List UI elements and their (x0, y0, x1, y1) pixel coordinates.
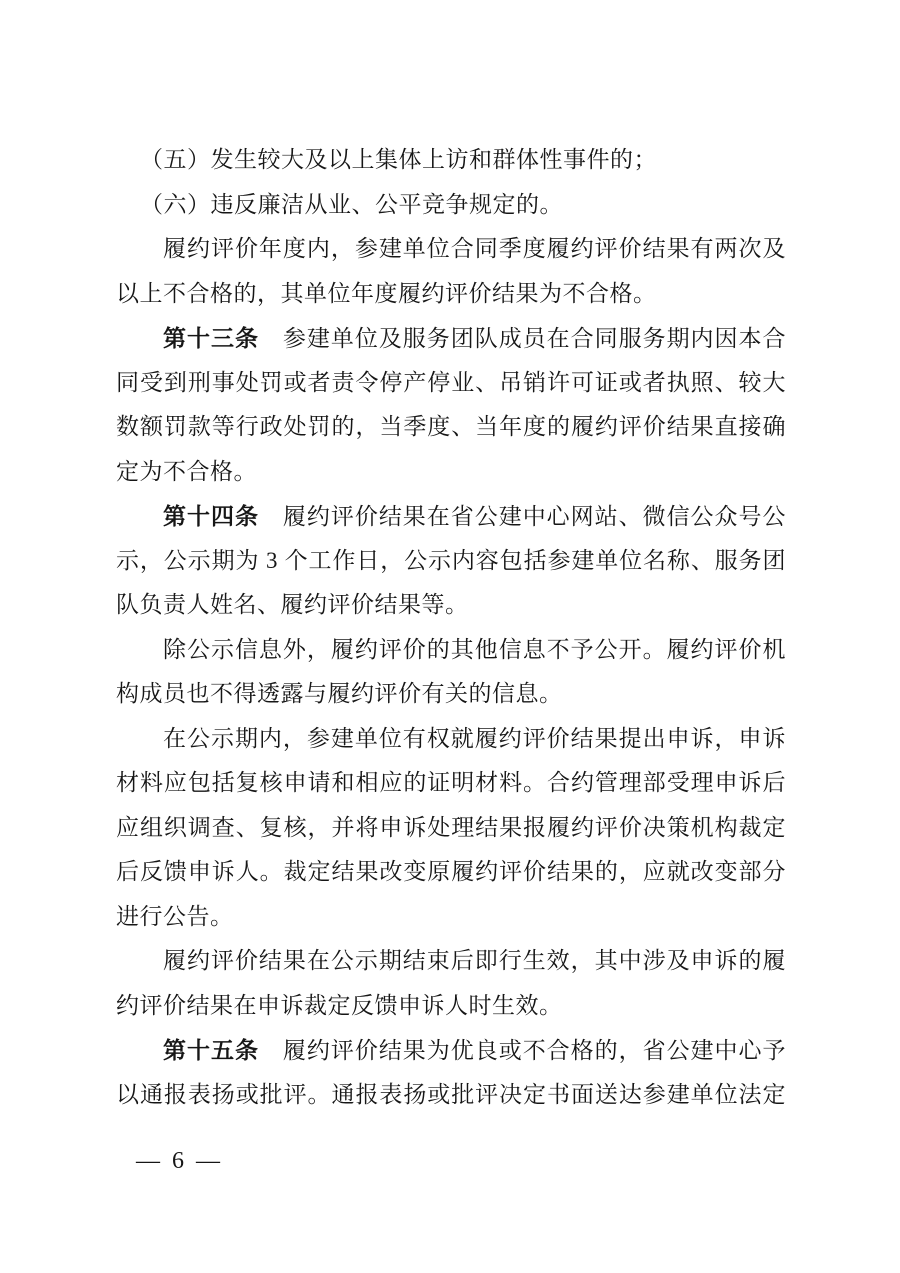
text-segment: 同受到刑事处罚或者责令停产停业、吊销许可证或者执照、较大 (116, 369, 786, 395)
text-segment: 进行公告。 (116, 903, 234, 929)
text-segment: 示，公示期为 3 个工作日，公示内容包括参建单位名称、服务团 (116, 547, 786, 573)
text-segment: 在公示期内，参建单位有权就履约评价结果提出申诉，申诉 (163, 725, 786, 751)
text-segment: 履约评价结果在省公建中心网站、微信公众号公 (258, 504, 787, 529)
text-segment: 定为不合格。 (116, 458, 257, 484)
text-line (116, 361, 786, 406)
text-line (116, 1073, 786, 1118)
text-segment: 以通报表扬或批评。通报表扬或批评决定书面送达参建单位法定 (116, 1081, 786, 1107)
article-number-heading: 第十三条 (163, 325, 259, 351)
text-line (116, 761, 786, 806)
text-line (116, 183, 786, 228)
text-segment: 履约评价结果为优良或不合格的，省公建中心予 (258, 1038, 787, 1063)
text-line (116, 628, 786, 673)
text-segment: （六）违反廉洁从业、公平竞争规定的。 (140, 191, 563, 217)
article-number-heading: 第十五条 (163, 1037, 259, 1063)
text-line (116, 939, 786, 984)
text-segment: 履约评价年度内，参建单位合同季度履约评价结果有两次及 (163, 236, 786, 261)
text-segment: 数额罚款等行政处罚的，当季度、当年度的履约评价结果直接确 (116, 414, 786, 439)
text-line (116, 450, 786, 495)
text-segment: 构成员也不得透露与履约评价有关的信息。 (116, 681, 563, 706)
text-line (116, 672, 786, 717)
text-line (116, 895, 786, 940)
text-segment: 以上不合格的，其单位年度履约评价结果为不合格。 (116, 280, 657, 306)
text-line (116, 850, 786, 895)
text-line (116, 138, 786, 183)
text-segment: （五）发生较大及以上集体上访和群体性事件的； (140, 147, 657, 172)
text-line (116, 806, 786, 851)
text-line (116, 405, 786, 450)
text-segment: 后反馈申诉人。裁定结果改变原履约评价结果的，应就改变部分 (116, 859, 786, 884)
text-line (116, 494, 786, 539)
text-segment: 参建单位及服务团队成员在合同服务期内因本合 (258, 326, 787, 351)
article-number-heading: 第十四条 (163, 503, 259, 529)
text-line (116, 1028, 786, 1073)
text-line (116, 984, 786, 1029)
text-line (116, 583, 786, 628)
text-line (116, 272, 786, 317)
page-number: — 6 — (136, 1148, 223, 1174)
text-line (116, 539, 786, 584)
document-body (116, 138, 786, 1117)
text-segment: 队负责人姓名、履约评价结果等。 (116, 592, 469, 617)
text-segment: 除公示信息外，履约评价的其他信息不予公开。履约评价机 (163, 636, 786, 662)
text-segment: 材料应包括复核申请和相应的证明材料。合约管理部受理申诉后 (116, 770, 786, 795)
text-line (116, 316, 786, 361)
text-segment: 应组织调查、复核，并将申诉处理结果报履约评价决策机构裁定 (116, 814, 786, 840)
text-segment: 约评价结果在申诉裁定反馈申诉人时生效。 (116, 992, 563, 1018)
text-line (116, 227, 786, 272)
text-line (116, 717, 786, 762)
text-segment: 履约评价结果在公示期结束后即行生效，其中涉及申诉的履 (163, 948, 786, 973)
